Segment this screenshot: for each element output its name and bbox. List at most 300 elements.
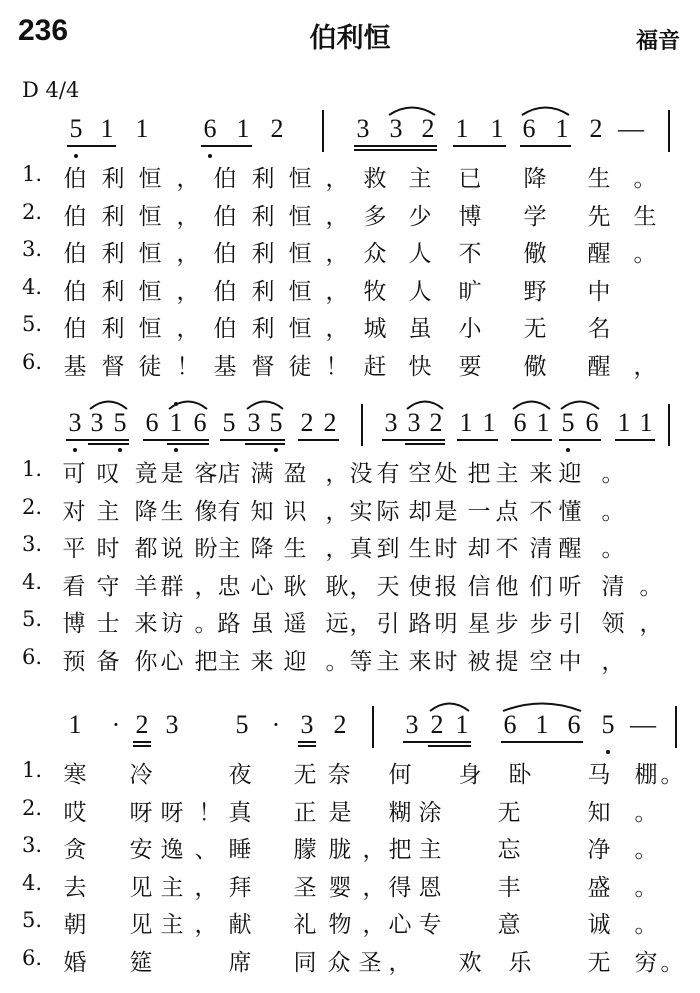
lyric-char: 无 bbox=[497, 799, 521, 826]
lyric-char: ， bbox=[325, 536, 349, 563]
lyric-char: 城 bbox=[363, 316, 387, 343]
lyric-char: 恒 bbox=[138, 203, 162, 230]
note: 6 bbox=[193, 408, 207, 437]
lyric-char: 马 bbox=[587, 762, 611, 788]
lyric-char: 丰 bbox=[497, 874, 521, 901]
verse-number: 6. bbox=[22, 350, 43, 374]
lyric-char: 是 bbox=[328, 799, 352, 826]
verse-number: 5. bbox=[22, 607, 43, 632]
lyric-char: ！ bbox=[198, 799, 222, 826]
lyric-char: 婚 bbox=[63, 950, 87, 976]
lyric-char: ， bbox=[325, 461, 349, 487]
lyric-char: 。 bbox=[634, 799, 658, 826]
beam-underline bbox=[67, 145, 116, 147]
verse-number: 3. bbox=[22, 237, 43, 262]
lyric-char: 要 bbox=[458, 354, 482, 380]
lyric-char: 听 bbox=[558, 573, 582, 600]
lyric-char: 伯 bbox=[63, 241, 87, 268]
lyric-char: 不 bbox=[495, 536, 519, 563]
lyric-char: 星 bbox=[467, 611, 491, 638]
lyric-char: 。 bbox=[601, 536, 625, 563]
lyric-char: 生 bbox=[408, 536, 432, 563]
beam-underline bbox=[354, 149, 437, 151]
lyric-line-3-1 bbox=[0, 754, 700, 792]
lyric-char: 欢 bbox=[458, 950, 482, 976]
lyric-char: 叹 bbox=[96, 461, 120, 487]
note: 3 bbox=[90, 408, 104, 437]
lyric-char: 备 bbox=[96, 649, 120, 675]
lyric-char: ， bbox=[362, 837, 386, 864]
lyric-char: ， bbox=[194, 573, 218, 600]
lyric-char: 利 bbox=[251, 166, 275, 192]
lyric-char: 利 bbox=[251, 316, 275, 343]
lyric-char: 中 bbox=[558, 649, 582, 675]
bar-line bbox=[322, 110, 324, 152]
lyric-char: 到 bbox=[376, 536, 400, 563]
note: 5 bbox=[269, 408, 283, 437]
octave-dot-below bbox=[73, 448, 77, 452]
lyric-char: 主 bbox=[495, 461, 519, 487]
lyric-char: 虽 bbox=[250, 611, 274, 638]
lyric-char: 专 bbox=[418, 912, 442, 939]
beam-underline bbox=[66, 439, 129, 441]
lyric-char: 盈 bbox=[283, 461, 307, 487]
lyric-char: 醒 bbox=[587, 354, 611, 380]
lyric-char: 主 bbox=[408, 166, 432, 192]
octave-dot-below bbox=[174, 448, 178, 452]
note: 6 bbox=[203, 114, 217, 143]
note: · bbox=[111, 710, 121, 739]
lyric-char: 心 bbox=[250, 573, 274, 600]
lyric-char: 际 bbox=[376, 498, 400, 525]
note: 5 bbox=[69, 114, 83, 143]
lyric-char: 同 bbox=[293, 950, 317, 976]
lyric-char: ， bbox=[325, 166, 349, 192]
lyric-char: 诚 bbox=[587, 912, 611, 939]
verse-number: 4. bbox=[22, 870, 43, 895]
lyric-char: 物 bbox=[328, 912, 352, 939]
octave-dot-below bbox=[566, 448, 570, 452]
lyric-char: 主 bbox=[418, 837, 442, 864]
lyric-char: 利 bbox=[101, 166, 125, 192]
lyric-char: 朝 bbox=[63, 912, 87, 939]
bar-line bbox=[668, 404, 670, 446]
lyric-char: 众 bbox=[327, 950, 351, 976]
note: 6 bbox=[522, 114, 536, 143]
note: 1 bbox=[459, 408, 473, 437]
lyric-char: 伯 bbox=[213, 203, 237, 230]
lyric-char: 先 bbox=[587, 203, 611, 230]
lyric-char: 客 bbox=[194, 461, 218, 487]
lyric-char: 忠 bbox=[217, 573, 241, 600]
lyric-char: 平 bbox=[62, 536, 86, 563]
lyric-char: ， bbox=[325, 316, 349, 343]
lyric-char: 明 bbox=[434, 611, 458, 638]
lyric-line-1-1 bbox=[0, 158, 700, 196]
lyric-char: 步 bbox=[529, 611, 553, 638]
lyric-char: 像 bbox=[194, 498, 218, 525]
lyric-line-3-4 bbox=[0, 867, 700, 905]
lyric-char: 利 bbox=[101, 316, 125, 343]
lyric-char: 清 bbox=[529, 536, 553, 563]
lyric-char: 有 bbox=[217, 498, 241, 525]
beam-underline bbox=[501, 741, 583, 743]
lyric-char: 恒 bbox=[288, 278, 312, 305]
beam-underline bbox=[201, 145, 252, 147]
lyric-char: 主 bbox=[217, 649, 241, 675]
lyric-char: 儆 bbox=[523, 241, 547, 268]
lyric-char: 处 bbox=[434, 461, 458, 487]
beam-underline bbox=[133, 741, 151, 743]
lyric-char: 恒 bbox=[288, 203, 312, 230]
lyric-line-3-5 bbox=[0, 904, 700, 942]
lyric-char: 虽 bbox=[408, 316, 432, 343]
note: 2 bbox=[333, 710, 347, 739]
lyric-char: 伯 bbox=[213, 278, 237, 305]
slur-arc bbox=[560, 398, 600, 410]
lyric-char: ， bbox=[362, 874, 386, 901]
lyric-char: 他 bbox=[495, 573, 519, 600]
lyric-char: ， bbox=[388, 950, 412, 976]
lyric-char: 。 bbox=[633, 166, 657, 192]
lyric-char: 来 bbox=[250, 649, 274, 675]
lyric-char: 名 bbox=[587, 316, 611, 343]
lyric-char: 店 bbox=[217, 461, 241, 487]
lyric-char: 恒 bbox=[288, 316, 312, 343]
lyric-char: 牧 bbox=[363, 278, 387, 305]
lyric-char: 涂 bbox=[418, 799, 442, 826]
lyric-char: 伯 bbox=[213, 316, 237, 343]
lyric-line-1-5 bbox=[0, 308, 700, 346]
lyric-char: 耿 bbox=[283, 573, 307, 600]
lyric-char: 净 bbox=[587, 837, 611, 864]
note: 5 bbox=[222, 408, 236, 437]
lyric-char: 把 bbox=[467, 461, 491, 487]
lyric-char: 空 bbox=[529, 649, 553, 675]
octave-dot-below bbox=[274, 448, 278, 452]
lyric-char: 都 bbox=[134, 536, 158, 563]
note: 1 bbox=[135, 114, 149, 143]
lyric-char: 看 bbox=[62, 573, 86, 600]
lyric-char: 忘 bbox=[497, 837, 521, 864]
lyric-char: 胧 bbox=[328, 837, 352, 864]
lyric-char: 来 bbox=[529, 461, 553, 487]
lyric-line-2-2 bbox=[0, 491, 700, 529]
note: 3 bbox=[68, 408, 82, 437]
lyric-char: 无 bbox=[293, 762, 317, 788]
lyric-char: 信 bbox=[467, 573, 491, 600]
lyric-char: 伯 bbox=[63, 166, 87, 192]
lyric-char: 时 bbox=[434, 536, 458, 563]
beam-underline bbox=[298, 745, 316, 747]
lyric-char: ， bbox=[349, 573, 373, 600]
lyric-char: 利 bbox=[101, 278, 125, 305]
key-time-signature: D 4/4 bbox=[22, 78, 80, 102]
lyric-char: 夜 bbox=[228, 762, 252, 788]
lyric-char: 恒 bbox=[138, 278, 162, 305]
octave-dot-above bbox=[174, 402, 178, 406]
lyric-char: 说 bbox=[160, 536, 184, 563]
beam-underline bbox=[298, 741, 316, 743]
lyric-char: ， bbox=[362, 912, 386, 939]
lyric-line-1-2 bbox=[0, 196, 700, 234]
note: 1 bbox=[455, 710, 469, 739]
lyric-char: 时 bbox=[434, 649, 458, 675]
lyric-char: 卧 bbox=[508, 762, 532, 788]
lyric-char: 得 bbox=[388, 874, 412, 901]
lyric-char: ， bbox=[176, 316, 200, 343]
lyric-char: 多 bbox=[363, 203, 387, 230]
note: 2 bbox=[429, 408, 443, 437]
lyric-char: 。 bbox=[639, 573, 663, 600]
lyric-char: ， bbox=[176, 241, 200, 268]
lyric-char: 一 bbox=[467, 498, 491, 525]
lyric-char: 可 bbox=[62, 461, 86, 487]
lyric-char: 使 bbox=[408, 573, 432, 600]
note: 1 bbox=[536, 408, 550, 437]
lyric-char: 安 bbox=[129, 837, 153, 864]
lyric-char: 利 bbox=[251, 278, 275, 305]
note: 6 bbox=[567, 710, 581, 739]
lyric-line-2-6 bbox=[0, 641, 700, 679]
lyric-char: 们 bbox=[529, 573, 553, 600]
verse-number: 5. bbox=[22, 312, 43, 337]
note: 3 bbox=[407, 408, 421, 437]
note: 5 bbox=[113, 408, 127, 437]
lyric-char: 寒 bbox=[63, 762, 87, 788]
lyric-char: ， bbox=[176, 203, 200, 230]
note: 5 bbox=[601, 710, 615, 739]
lyric-char: 是 bbox=[160, 461, 184, 487]
slur-arc bbox=[406, 398, 444, 410]
lyric-char: ， bbox=[639, 611, 663, 638]
beam-underline bbox=[354, 145, 437, 147]
lyric-char: 是 bbox=[434, 498, 458, 525]
lyric-char: 远 bbox=[325, 611, 349, 638]
lyric-char: 朦 bbox=[293, 837, 317, 864]
lyric-char: 伯 bbox=[213, 166, 237, 192]
lyric-char: 报 bbox=[434, 573, 458, 600]
lyric-line-3-3 bbox=[0, 829, 700, 867]
lyric-char: 糊 bbox=[388, 799, 412, 826]
lyric-char: 心 bbox=[388, 912, 412, 939]
bar-line bbox=[372, 706, 374, 748]
slur-arc bbox=[246, 398, 284, 410]
lyric-char: 呀 bbox=[129, 799, 153, 826]
lyric-line-1-3 bbox=[0, 233, 700, 271]
lyric-char: 睡 bbox=[228, 837, 252, 864]
note: 2 bbox=[300, 408, 314, 437]
lyric-char: 恒 bbox=[138, 166, 162, 192]
lyric-char: 见 bbox=[129, 874, 153, 901]
lyric-char: 主 bbox=[96, 498, 120, 525]
lyric-char: 小 bbox=[458, 316, 482, 343]
notation-line-3 bbox=[0, 700, 700, 756]
beam-underline bbox=[220, 439, 285, 441]
note: 5 bbox=[235, 710, 249, 739]
beam-underline bbox=[405, 443, 445, 445]
lyric-line-2-4 bbox=[0, 566, 700, 604]
beam-underline bbox=[143, 439, 209, 441]
lyric-char: 。 bbox=[194, 611, 218, 638]
lyric-char: 棚 bbox=[634, 762, 658, 788]
lyric-char: 筵 bbox=[129, 950, 153, 976]
lyric-char: 识 bbox=[283, 498, 307, 525]
beam-underline bbox=[428, 745, 471, 747]
lyric-char: 献 bbox=[228, 912, 252, 939]
lyric-char: 野 bbox=[523, 278, 547, 305]
lyric-char: 伯 bbox=[63, 316, 87, 343]
verse-number: 3. bbox=[22, 833, 43, 858]
beam-underline bbox=[298, 439, 339, 441]
lyric-char: ， bbox=[176, 278, 200, 305]
lyric-char: 利 bbox=[101, 241, 125, 268]
note: 2 bbox=[270, 114, 284, 143]
notation-line-1 bbox=[0, 104, 700, 160]
slur-arc bbox=[521, 104, 570, 116]
verse-number: 5. bbox=[22, 908, 43, 933]
lyric-line-2-3 bbox=[0, 528, 700, 566]
beam-underline bbox=[167, 443, 209, 445]
lyric-char: 伯 bbox=[213, 241, 237, 268]
lyric-char: 众 bbox=[363, 241, 387, 268]
slur-arc bbox=[388, 104, 436, 116]
lyric-char: 冷 bbox=[129, 762, 153, 788]
lyric-char: 真 bbox=[349, 536, 373, 563]
lyric-char: 少 bbox=[408, 203, 432, 230]
lyric-char: 督 bbox=[101, 354, 125, 380]
lyric-char: 遥 bbox=[283, 611, 307, 638]
slur-arc bbox=[429, 700, 470, 712]
lyric-char: 生 bbox=[160, 498, 184, 525]
lyric-char: 乐 bbox=[508, 950, 532, 976]
verse-number: 2. bbox=[22, 795, 43, 820]
octave-dot-below bbox=[118, 448, 122, 452]
lyric-char: 真 bbox=[228, 799, 252, 826]
beam-underline bbox=[382, 439, 445, 441]
beam-underline bbox=[615, 439, 655, 441]
lyric-char: 满 bbox=[250, 461, 274, 487]
lyric-char: ， bbox=[194, 874, 218, 901]
lyric-char: 知 bbox=[587, 799, 611, 826]
notation-line-2 bbox=[0, 398, 700, 454]
lyric-char: 领 bbox=[601, 611, 625, 638]
verse-number: 3. bbox=[22, 532, 43, 557]
lyric-char: 等 bbox=[349, 649, 373, 675]
hymn-number: 236 bbox=[18, 14, 69, 47]
note: 6 bbox=[585, 408, 599, 437]
lyric-char: 引 bbox=[376, 611, 400, 638]
lyric-char: 没 bbox=[349, 461, 373, 487]
lyric-char: 竟 bbox=[134, 461, 158, 487]
note: 6 bbox=[145, 408, 159, 437]
lyric-char: 却 bbox=[408, 498, 432, 525]
lyric-char: 空 bbox=[408, 461, 432, 487]
lyric-char: 人 bbox=[408, 241, 432, 268]
lyric-char: 伯 bbox=[63, 278, 87, 305]
lyric-char: 守 bbox=[96, 573, 120, 600]
note: 3 bbox=[405, 710, 419, 739]
lyric-char: 恒 bbox=[138, 316, 162, 343]
lyric-char: 迎 bbox=[283, 649, 307, 675]
lyric-char: 来 bbox=[408, 649, 432, 675]
lyric-char: 何 bbox=[388, 762, 412, 788]
lyric-char: 引 bbox=[558, 611, 582, 638]
note: 1 bbox=[482, 408, 496, 437]
slur-arc bbox=[89, 398, 128, 410]
lyric-char: 知 bbox=[250, 498, 274, 525]
note: 3 bbox=[389, 114, 403, 143]
verse-number: 2. bbox=[22, 494, 43, 519]
lyric-char: 无 bbox=[523, 316, 547, 343]
lyric-char: 主 bbox=[160, 912, 184, 939]
bar-line bbox=[675, 706, 677, 748]
hymn-source: 福音 bbox=[635, 29, 680, 54]
lyric-char: 呀 bbox=[160, 799, 184, 826]
lyric-char: 恒 bbox=[138, 241, 162, 268]
lyric-char: 主 bbox=[217, 536, 241, 563]
lyric-char: 快 bbox=[408, 354, 432, 380]
lyric-char: 有 bbox=[376, 461, 400, 487]
note: 2 bbox=[421, 114, 435, 143]
beam-underline bbox=[511, 439, 552, 441]
lyric-char: 路 bbox=[217, 611, 241, 638]
lyric-char: ， bbox=[325, 241, 349, 268]
lyric-char: ， bbox=[325, 498, 349, 525]
lyric-char: 醒 bbox=[587, 241, 611, 268]
lyric-char: 盛 bbox=[587, 874, 611, 901]
lyric-char: 清 bbox=[601, 573, 625, 600]
note: — bbox=[630, 710, 656, 739]
lyric-char: 奈 bbox=[327, 762, 351, 788]
beam-underline bbox=[245, 443, 285, 445]
note: 1 bbox=[639, 408, 653, 437]
lyric-char: 生 bbox=[283, 536, 307, 563]
lyric-char: 拜 bbox=[228, 874, 252, 901]
lyric-char: 。 bbox=[634, 912, 658, 939]
lyric-char: 逸 bbox=[160, 837, 184, 864]
lyric-char: 儆 bbox=[523, 354, 547, 380]
lyric-char: 旷 bbox=[458, 278, 482, 305]
note: · bbox=[271, 710, 281, 739]
lyric-char: ， bbox=[601, 649, 625, 675]
lyric-line-3-2 bbox=[0, 792, 700, 830]
lyric-char: 盼 bbox=[194, 536, 218, 563]
lyric-char: 路 bbox=[408, 611, 432, 638]
lyric-char: 救 bbox=[363, 166, 387, 192]
note: 2 bbox=[589, 114, 603, 143]
lyric-char: 。 bbox=[325, 649, 349, 675]
lyric-char: 降 bbox=[250, 536, 274, 563]
note: 3 bbox=[356, 114, 370, 143]
note: 1 bbox=[68, 710, 82, 739]
lyric-line-3-6 bbox=[0, 942, 700, 980]
note: 3 bbox=[247, 408, 261, 437]
bar-line bbox=[361, 404, 363, 446]
lyric-line-1-4 bbox=[0, 271, 700, 309]
beam-underline bbox=[559, 439, 601, 441]
lyric-char: 利 bbox=[101, 203, 125, 230]
note: 2 bbox=[323, 408, 337, 437]
lyric-char: 恒 bbox=[288, 241, 312, 268]
lyric-char: 席 bbox=[228, 950, 252, 976]
lyric-char: 圣 bbox=[358, 950, 382, 976]
lyric-char: ， bbox=[325, 203, 349, 230]
lyric-char: 穷 bbox=[634, 950, 658, 976]
lyric-char: 学 bbox=[523, 203, 547, 230]
beam-underline bbox=[133, 745, 151, 747]
note: 1 bbox=[236, 114, 250, 143]
